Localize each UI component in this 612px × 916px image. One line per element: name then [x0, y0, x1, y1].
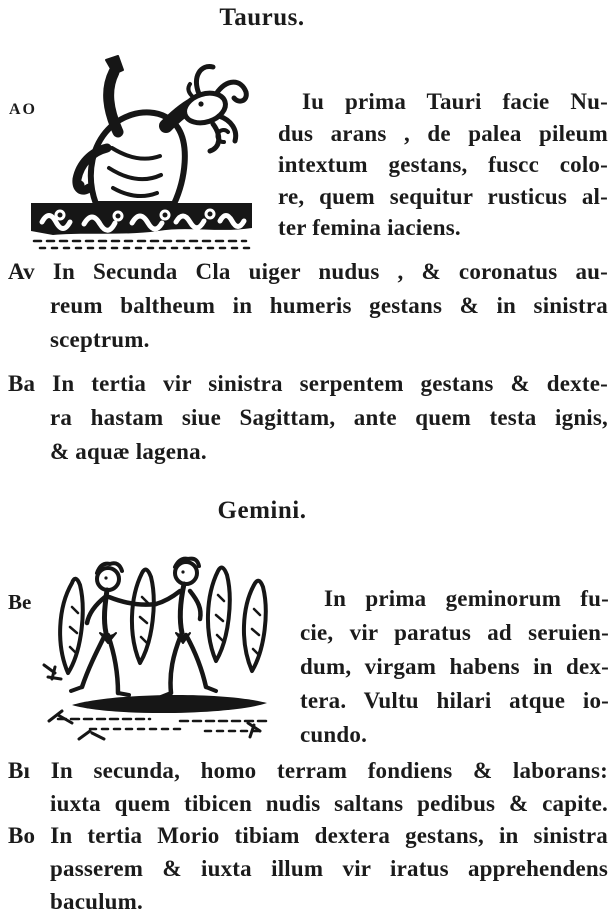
text-line: & aquæ lagena. [50, 439, 207, 464]
text-line: Av In Secunda Cla uiger nudus , & coronatus au- [8, 259, 608, 284]
text-line: In prima geminorum fu- [324, 586, 609, 611]
text-line: Bo In tertia Morio tibiam dextera gestans, in sinistra [8, 823, 608, 848]
gemini-winged-twins-woodcut-illustration [30, 545, 288, 745]
text-line: Bı In secunda, homo terram fondiens & laborans: [8, 758, 608, 783]
taurus-second-decan-paragraph [8, 255, 608, 357]
gemini-section-title: Gemini. [217, 497, 307, 524]
text-line: sceptrum. [50, 327, 150, 352]
text-line: cundo. [300, 722, 368, 747]
text-line: ter femina iaciens. [278, 215, 461, 240]
text-line: iuxta quem tibicen nudis saltans pedibus & capite. [50, 791, 608, 816]
text-line: dum, virgam habens in dex- [300, 654, 609, 679]
text-line: dus arans , de palea pileum [278, 120, 608, 146]
gemini-third-decan-paragraph [8, 819, 608, 916]
text-line: Iu prima Tauri facie Nu- [302, 89, 608, 114]
text-line: passerem & iuxta illum vir iratus apprehendens [50, 856, 608, 881]
text-line: tera. Vultu hilari atque io- [300, 688, 609, 713]
text-line: re, quem sequitur rusticus al- [278, 183, 608, 209]
taurus-section-title: Taurus. [219, 4, 305, 31]
text-line: Ba In tertia vir sinistra serpentem gestans & dexte- [8, 371, 608, 396]
text-line: baculum. [50, 889, 143, 914]
taurus-first-decan-paragraph [278, 86, 608, 244]
text-line: ra hastam siue Sagittam, ante quem testa ignis, [50, 405, 608, 430]
gemini-second-decan-paragraph [8, 754, 608, 820]
margin-signature-be: Be [8, 590, 32, 614]
text-line: reum baltheum in humeris gestans & in sinistra [50, 293, 608, 318]
margin-signature-ao: AO [9, 101, 37, 118]
taurus-bull-woodcut-illustration [28, 52, 256, 254]
text-line: intextum gestans, fuscc colo- [278, 152, 608, 177]
gemini-first-decan-paragraph [300, 582, 609, 752]
taurus-third-decan-paragraph [8, 367, 608, 469]
text-line: cie, vir paratus ad seruien- [300, 620, 609, 645]
